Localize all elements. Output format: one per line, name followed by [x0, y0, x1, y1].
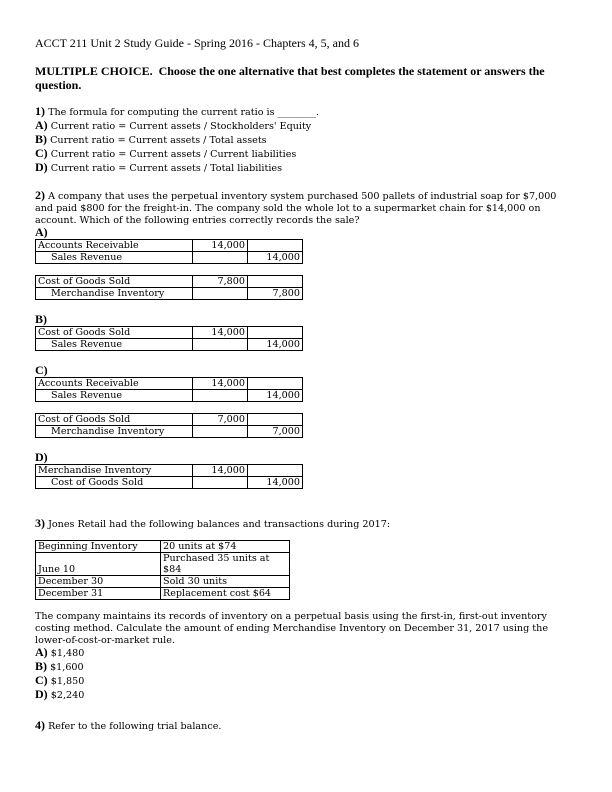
question-4-text: Refer to the following trial balance.: [48, 721, 222, 732]
journal-row: Cost of Goods Sold 7,000: [36, 414, 303, 426]
journal-row: Merchandise Inventory 7,000: [36, 426, 303, 438]
instructions: [35, 64, 580, 92]
page-header: ACCT 211 Unit 2 Study Guide - Spring 2016 - Chapters 4, 5, and 6: [35, 36, 359, 50]
q2-c-entry-2: [35, 413, 303, 438]
journal-row: Cost of Goods Sold 14,000: [36, 327, 303, 339]
inventory-table: [35, 540, 290, 600]
question-2-text: A company that uses the perpetual inventory system purchased 500 pallets of industrial soap for $7,000 and paid $800 for the freight-in. The company sold the whole lot to a supermarket chain for $14,000 on account. Which of the following entries correctly records the sale?: [35, 191, 557, 226]
q2-option-b-label: B): [35, 312, 47, 326]
q3-option-b: B) $1,600: [35, 659, 84, 673]
q2-a-entry-1: [35, 239, 303, 264]
question-3-number: 3): [35, 516, 45, 530]
journal-row: Merchandise Inventory 7,800: [36, 288, 303, 300]
question-3-followup: The company maintains its records of inventory on a perpetual basis using the first-in, first-out inventory costing method. Calculate the amount of ending Merchandise Inventory on December 31, 2017 using the lower-of-cost-or-market rule.: [35, 611, 548, 646]
q3-option-d: D) $2,240: [35, 687, 85, 701]
journal-row: Cost of Goods Sold 14,000: [36, 477, 303, 489]
q2-c-entry-1: [35, 377, 303, 402]
instructions-label: MULTIPLE CHOICE.: [35, 64, 153, 78]
journal-row: Sales Revenue 14,000: [36, 252, 303, 264]
journal-row: Accounts Receivable 14,000: [36, 378, 303, 390]
q2-b-entry-1: [35, 326, 303, 351]
q3-option-c: C) $1,850: [35, 673, 85, 687]
q2-d-entry-1: [35, 464, 303, 489]
q3-option-a: A) $1,480: [35, 645, 85, 659]
journal-row: Sales Revenue 14,000: [36, 390, 303, 402]
question-1: [35, 104, 319, 119]
journal-row: Sales Revenue 14,000: [36, 339, 303, 351]
q2-option-a-label: A): [35, 225, 48, 239]
table-row: Beginning Inventory 20 units at $74: [36, 541, 290, 553]
table-row: December 30 Sold 30 units: [36, 576, 290, 588]
instructions-text: Choose the one alternative that best completes the statement or answers the question.: [35, 64, 545, 92]
question-3-text: Jones Retail had the following balances and transactions during 2017:: [48, 519, 391, 530]
q1-option-c: C) Current ratio = Current assets / Current liabilities: [35, 146, 297, 160]
journal-row: Cost of Goods Sold 7,800: [36, 276, 303, 288]
journal-row: Merchandise Inventory 14,000: [36, 465, 303, 477]
question-3: [35, 516, 390, 531]
question-2: [35, 189, 570, 227]
q2-option-d-label: D): [35, 450, 48, 464]
q2-option-c-label: C): [35, 363, 48, 377]
q1-option-a: A) Current ratio = Current assets / Stockholders' Equity: [35, 118, 312, 132]
table-row: June 10 Purchased 35 units at $84: [36, 553, 290, 576]
journal-row: Accounts Receivable 14,000: [36, 240, 303, 252]
question-4-number: 4): [35, 718, 45, 732]
question-1-text: The formula for computing the current ratio is ________.: [48, 107, 319, 118]
q1-option-b: B) Current ratio = Current assets / Total assets: [35, 132, 267, 146]
question-4: [35, 718, 221, 733]
q2-a-entry-2: [35, 275, 303, 300]
question-1-number: 1): [35, 104, 45, 118]
question-2-number: 2): [35, 188, 45, 202]
q1-option-d: D) Current ratio = Current assets / Total liabilities: [35, 160, 282, 174]
table-row: December 31 Replacement cost $64: [36, 588, 290, 600]
